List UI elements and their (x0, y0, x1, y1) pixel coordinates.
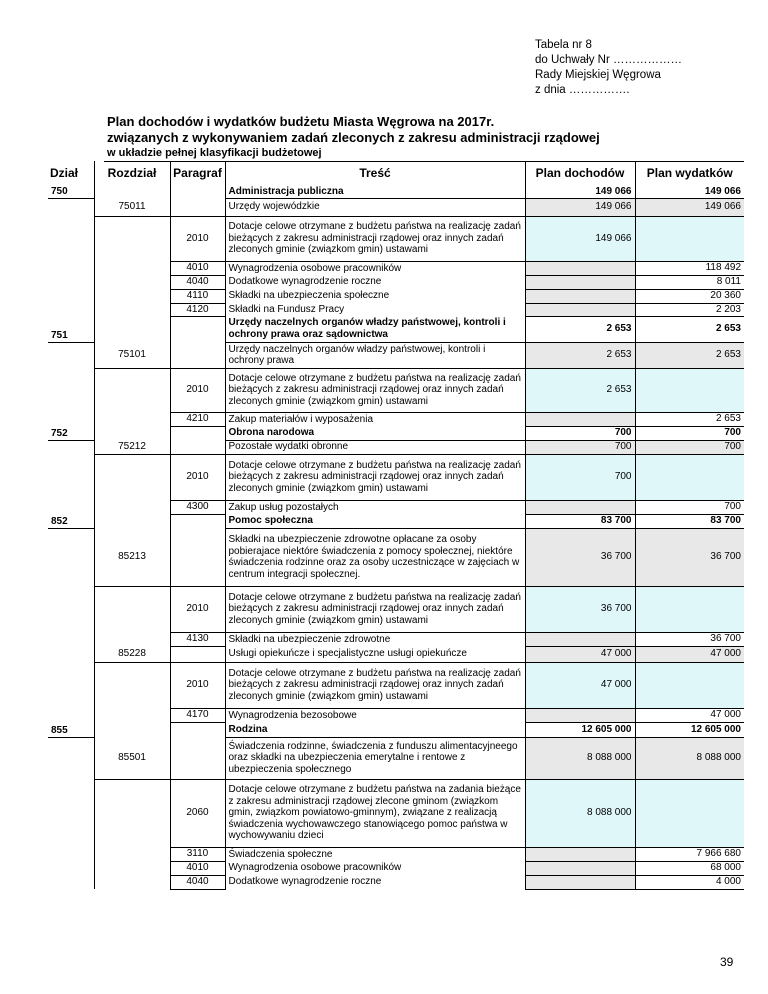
cell-tresc: Zakup materiałów i wyposażenia (225, 412, 525, 426)
cell-tresc: Urzędy naczelnych organów władzy państwowej, kontroli i ochrony prawa oraz sądownictwa (225, 316, 525, 342)
cell-rozdzial (94, 275, 170, 289)
document-subtitle: w układzie pełnej klasyfikacji budżetowej (107, 147, 322, 159)
cell-paragraf (170, 737, 225, 779)
cell-dzial (48, 198, 94, 216)
cell-tresc: Zakup usług pozostałych (225, 500, 525, 514)
title-line-1: Plan dochodów i wydatków budżetu Miasta Węgrowa na 2017r. (107, 114, 495, 129)
cell-rozdzial (94, 779, 170, 847)
cell-dochody (525, 412, 635, 426)
cell-rozdzial (94, 500, 170, 514)
cell-dzial (48, 342, 94, 368)
cell-tresc: Pozostałe wydatki obronne (225, 440, 525, 454)
cell-rozdzial: 75212 (94, 440, 170, 454)
cell-dochody: 8 088 000 (525, 737, 635, 779)
cell-paragraf (170, 646, 225, 662)
cell-dzial (48, 454, 94, 500)
table-row (48, 198, 744, 216)
table-row (48, 779, 744, 847)
cell-paragraf: 4120 (170, 303, 225, 316)
table-row (48, 662, 744, 708)
cell-wydatki: 118 492 (635, 261, 744, 275)
cell-wydatki: 47 000 (635, 708, 744, 722)
cell-dzial (48, 861, 94, 875)
cell-rozdzial (94, 454, 170, 500)
cell-dzial (48, 779, 94, 847)
cell-wydatki (635, 454, 744, 500)
cell-dzial (48, 275, 94, 289)
cell-dochody: 83 700 (525, 514, 635, 528)
cell-dzial (48, 216, 94, 261)
cell-rozdzial: 85213 (94, 528, 170, 586)
cell-wydatki: 36 700 (635, 632, 744, 646)
table-row (48, 261, 744, 275)
cell-rozdzial (94, 289, 170, 303)
cell-wydatki: 47 000 (635, 646, 744, 662)
cell-wydatki: 7 966 680 (635, 847, 744, 861)
cell-paragraf: 2010 (170, 368, 225, 412)
table-row (48, 847, 744, 861)
cell-rozdzial: 85228 (94, 646, 170, 662)
cell-rozdzial (94, 368, 170, 412)
table-row (48, 316, 744, 342)
cell-dochody: 700 (525, 426, 635, 440)
cell-tresc: Urzędy wojewódzkie (225, 198, 525, 216)
cell-tresc: Obrona narodowa (225, 426, 525, 440)
cell-wydatki: 68 000 (635, 861, 744, 875)
cell-rozdzial (94, 662, 170, 708)
cell-paragraf: 4040 (170, 275, 225, 289)
col-header-wydatki: Plan wydatków (646, 166, 733, 180)
table-row (48, 368, 744, 412)
cell-rozdzial (94, 632, 170, 646)
table-row (48, 412, 744, 426)
cell-dochody: 8 088 000 (525, 779, 635, 847)
cell-dochody: 149 066 (525, 198, 635, 216)
cell-dochody: 700 (525, 454, 635, 500)
cell-wydatki: 4 000 (635, 875, 744, 889)
cell-dzial: 855 (48, 722, 94, 737)
cell-wydatki: 149 066 (635, 198, 744, 216)
cell-wydatki: 83 700 (635, 514, 744, 528)
cell-paragraf: 2060 (170, 779, 225, 847)
cell-tresc: Dodatkowe wynagrodzenie roczne (225, 875, 525, 889)
table-row (48, 303, 744, 316)
cell-dochody (525, 875, 635, 889)
cell-dochody: 149 066 (525, 185, 635, 198)
cell-dochody: 2 653 (525, 342, 635, 368)
cell-rozdzial (94, 261, 170, 275)
cell-wydatki (635, 779, 744, 847)
table-row (48, 708, 744, 722)
cell-rozdzial (94, 426, 170, 440)
col-header-dochody: Plan dochodów (525, 161, 635, 185)
cell-tresc: Świadczenia rodzinne, świadczenia z funduszu alimentacyjneego oraz składki na ubezpieczenia emerytalne i rentowe z ubezpieczenia społecznego (225, 737, 525, 779)
table-row (48, 514, 744, 528)
table-row (48, 275, 744, 289)
note-line: Tabela nr 8 (535, 39, 592, 51)
cell-tresc: Wynagrodzenia osobowe pracowników (225, 261, 525, 275)
table-row (48, 737, 744, 779)
cell-dochody: 700 (525, 440, 635, 454)
table-row (48, 500, 744, 514)
cell-rozdzial (94, 412, 170, 426)
cell-dochody (525, 861, 635, 875)
cell-dzial (48, 500, 94, 514)
cell-dzial (48, 708, 94, 722)
cell-paragraf: 4010 (170, 261, 225, 275)
cell-tresc: Dodatkowe wynagrodzenie roczne (225, 275, 525, 289)
cell-dochody: 2 653 (525, 316, 635, 342)
note-line: z dnia ……………. (535, 84, 630, 96)
cell-tresc: Składki na ubezpieczenia społeczne (225, 289, 525, 303)
note-line: do Uchwały Nr ……………… (535, 54, 682, 66)
cell-dochody: 36 700 (525, 586, 635, 632)
cell-dzial (48, 368, 94, 412)
table-row (48, 342, 744, 368)
cell-rozdzial (94, 708, 170, 722)
cell-paragraf (170, 440, 225, 454)
cell-dochody (525, 261, 635, 275)
cell-wydatki: 2 653 (635, 316, 744, 342)
col-header-tresc: Treść (225, 161, 525, 185)
cell-dochody: 2 653 (525, 368, 635, 412)
cell-paragraf (170, 514, 225, 528)
document-title (107, 114, 600, 146)
cell-dochody (525, 275, 635, 289)
table-row (48, 426, 744, 440)
cell-wydatki: 700 (635, 500, 744, 514)
cell-paragraf: 4130 (170, 632, 225, 646)
cell-wydatki (635, 368, 744, 412)
cell-dzial (48, 737, 94, 779)
cell-wydatki: 8 011 (635, 275, 744, 289)
cell-rozdzial (94, 586, 170, 632)
cell-dzial (48, 303, 94, 316)
cell-dzial (48, 289, 94, 303)
cell-paragraf: 4110 (170, 289, 225, 303)
cell-wydatki: 12 605 000 (635, 722, 744, 737)
cell-paragraf (170, 342, 225, 368)
cell-paragraf: 4170 (170, 708, 225, 722)
cell-dzial: 852 (48, 514, 94, 528)
cell-dzial: 752 (48, 426, 94, 440)
cell-dochody (525, 708, 635, 722)
table-row (48, 440, 744, 454)
cell-wydatki: 2 653 (635, 342, 744, 368)
resolution-note (535, 38, 682, 98)
cell-paragraf: 4210 (170, 412, 225, 426)
cell-wydatki: 8 088 000 (635, 737, 744, 779)
cell-paragraf (170, 426, 225, 440)
cell-tresc: Dotacje celowe otrzymane z budżetu państwa na realizację zadań bieżących z zakresu administracji rządowej oraz innych zadań zleconych gminie (związkom gmin) ustawami (225, 368, 525, 412)
title-line-2: związanych z wykonywaniem zadań zleconych z zakresu administracji rządowej (107, 130, 600, 145)
cell-dochody: 149 066 (525, 216, 635, 261)
cell-wydatki: 2 653 (635, 412, 744, 426)
budget-table (48, 161, 744, 890)
cell-paragraf: 2010 (170, 216, 225, 261)
cell-tresc: Dotacje celowe otrzymane z budżetu państwa na realizację zadań bieżących z zakresu administracji rządowej oraz innych zadań zleconych gminie (związkom gmin) ustawami (225, 454, 525, 500)
cell-dzial (48, 586, 94, 632)
col-header-dzial: Dział (48, 161, 94, 185)
cell-tresc: Składki na ubezpieczenie zdrowotne opłacane za osoby pobierajace niektóre świadczenia z pomocy społecznej, niektóre świadczenia rodzinne oraz za osoby uczestniczące w zajęciach w centrum integracji społecznej. (225, 528, 525, 586)
cell-tresc: Dotacje celowe otrzymane z budżetu państwa na realizację zadań bieżących z zakresu administracji rządowej oraz innych zadań zleconych gminie (związkom gmin) ustawami (225, 216, 525, 261)
note-line: Rady Miejskiej Węgrowa (535, 69, 661, 81)
cell-wydatki (635, 216, 744, 261)
cell-paragraf: 4010 (170, 861, 225, 875)
cell-paragraf: 3110 (170, 847, 225, 861)
cell-dzial (48, 662, 94, 708)
cell-paragraf: 4300 (170, 500, 225, 514)
col-header-rozdzial: Rozdział (94, 161, 170, 185)
cell-dochody (525, 303, 635, 316)
table-row (48, 454, 744, 500)
cell-paragraf (170, 722, 225, 737)
table-row (48, 632, 744, 646)
cell-dochody (525, 289, 635, 303)
cell-tresc: Dotacje celowe otrzymane z budżetu państwa na realizację zadań bieżących z zakresu administracji rządowej oraz innych zadań zleconych gminie (związkom gmin) ustawami (225, 662, 525, 708)
cell-dzial: 751 (48, 316, 94, 342)
table-row (48, 646, 744, 662)
cell-wydatki: 2 203 (635, 303, 744, 316)
cell-rozdzial (94, 185, 170, 198)
cell-rozdzial (94, 847, 170, 861)
cell-rozdzial (94, 303, 170, 316)
cell-dzial (48, 632, 94, 646)
cell-tresc: Administracja publiczna (225, 185, 525, 198)
cell-tresc: Urzędy naczelnych organów władzy państwowej, kontroli i ochrony prawa (225, 342, 525, 368)
cell-rozdzial: 75011 (94, 198, 170, 216)
cell-rozdzial (94, 216, 170, 261)
cell-paragraf: 4040 (170, 875, 225, 889)
table-row (48, 185, 744, 198)
table-row (48, 528, 744, 586)
cell-paragraf (170, 316, 225, 342)
cell-dochody: 36 700 (525, 528, 635, 586)
cell-paragraf (170, 198, 225, 216)
cell-tresc: Rodzina (225, 722, 525, 737)
table-row (48, 875, 744, 889)
cell-dochody (525, 500, 635, 514)
cell-dochody: 47 000 (525, 646, 635, 662)
cell-paragraf (170, 528, 225, 586)
cell-dochody: 12 605 000 (525, 722, 635, 737)
cell-paragraf: 2010 (170, 454, 225, 500)
cell-wydatki: 700 (635, 440, 744, 454)
table-row (48, 216, 744, 261)
cell-rozdzial (94, 514, 170, 528)
cell-tresc: Dotacje celowe otrzymane z budżetu państwa na zadania bieżące z zakresu administracji rządowej zlecone gminom (związkom gmin, związkom powiatowo-gminnym), związane z realizacją świadczenia wychowawczego stanowiącego pomoc państwa w wychowywaniu dzieci (225, 779, 525, 847)
cell-wydatki: 20 360 (635, 289, 744, 303)
cell-tresc: Usługi opiekuńcze i specjalistyczne usługi opiekuńcze (225, 646, 525, 662)
table-row (48, 586, 744, 632)
cell-tresc: Świadczenia społeczne (225, 847, 525, 861)
cell-tresc: Wynagrodzenia osobowe pracowników (225, 861, 525, 875)
cell-tresc: Składki na Fundusz Pracy (225, 303, 525, 316)
cell-rozdzial (94, 722, 170, 737)
cell-rozdzial (94, 861, 170, 875)
cell-wydatki: 149 066 (635, 185, 744, 198)
cell-dzial (48, 847, 94, 861)
col-header-paragraf: Paragraf (170, 161, 225, 185)
cell-tresc: Dotacje celowe otrzymane z budżetu państwa na realizację zadań bieżących z zakresu administracji rządowej oraz innych zadań zleconych gminie (związkom gmin) ustawami (225, 586, 525, 632)
cell-paragraf: 2010 (170, 662, 225, 708)
cell-paragraf (170, 185, 225, 198)
cell-wydatki (635, 586, 744, 632)
cell-dochody (525, 847, 635, 861)
cell-dzial (48, 646, 94, 662)
cell-dochody (525, 632, 635, 646)
cell-dzial (48, 528, 94, 586)
cell-rozdzial (94, 875, 170, 889)
table-row (48, 861, 744, 875)
cell-tresc: Wynagrodzenia bezosobowe (225, 708, 525, 722)
cell-dzial (48, 440, 94, 454)
cell-wydatki: 36 700 (635, 528, 744, 586)
table-row (48, 722, 744, 737)
cell-wydatki: 700 (635, 426, 744, 440)
cell-dochody: 47 000 (525, 662, 635, 708)
cell-tresc: Składki na ubezpieczenie zdrowotne (225, 632, 525, 646)
cell-dzial (48, 261, 94, 275)
cell-tresc: Pomoc społeczna (225, 514, 525, 528)
cell-dzial (48, 412, 94, 426)
table-row (48, 289, 744, 303)
cell-wydatki (635, 662, 744, 708)
cell-rozdzial (94, 316, 170, 342)
cell-rozdzial: 85501 (94, 737, 170, 779)
cell-dzial: 750 (48, 185, 94, 198)
page-number: 39 (720, 955, 734, 969)
cell-rozdzial: 75101 (94, 342, 170, 368)
cell-paragraf: 2010 (170, 586, 225, 632)
cell-dzial (48, 875, 94, 889)
